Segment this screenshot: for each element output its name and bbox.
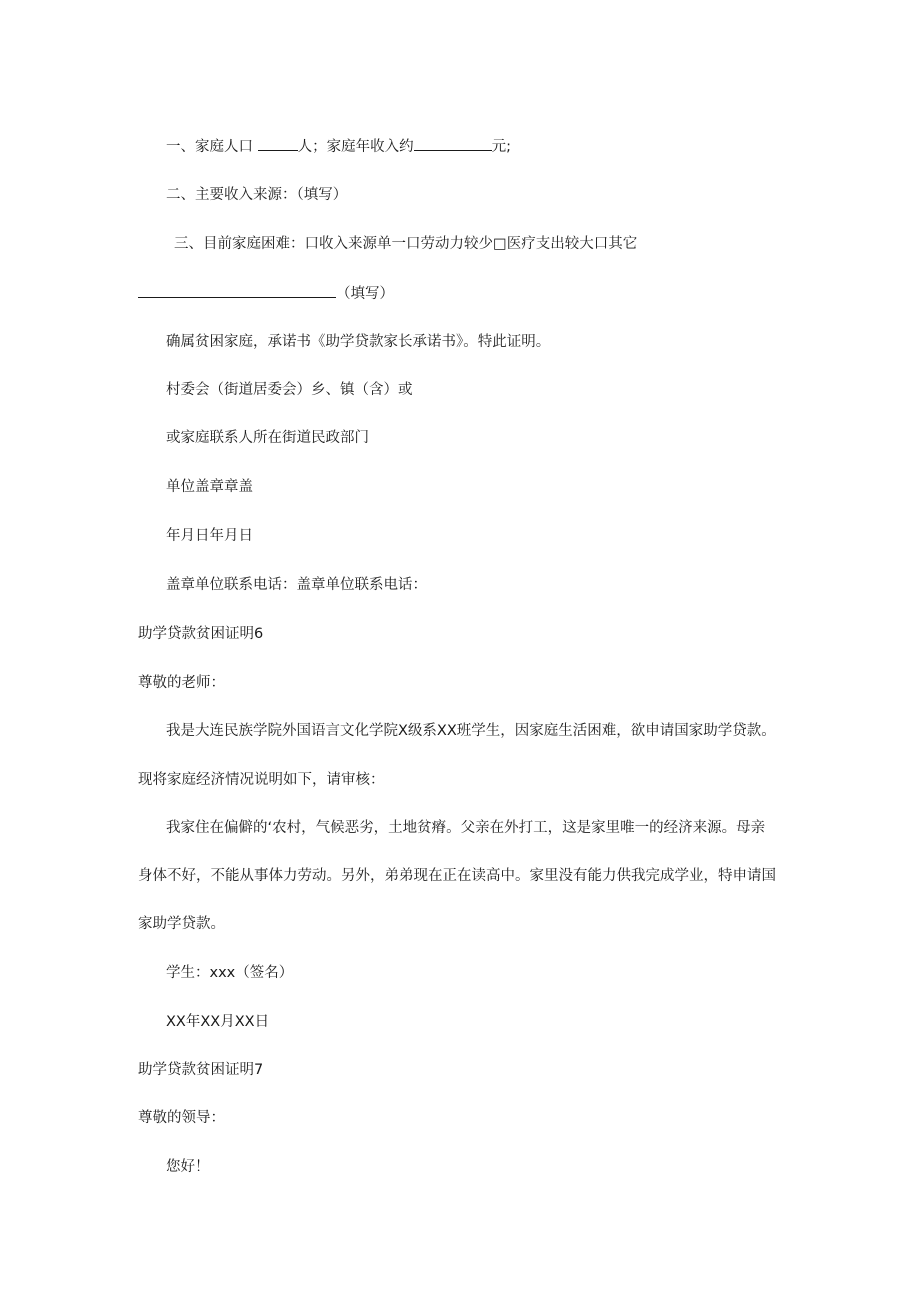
other-fill-label: （填写） [336,286,394,302]
income-blank [414,136,492,151]
difficulty-line: 三、目前家庭困难：口收入来源单一口劳动力较少□医疗支出较大口其它 [174,236,638,252]
contact-phone-line: 盖章单位联系电话：盖章单位联系电话： [166,577,427,593]
household-population-label: 一、家庭人口 [166,139,253,155]
date-line: 年月日年月日 [166,528,253,544]
income-source-line: 二、主要收入来源：（填写） [166,187,348,203]
letter6-paragraph2-line2: 身体不好，不能从事体力劳动。另外，弟弟现在正在读高中。家里没有能力供我完成学业，特申请国 [138,868,776,884]
letter6-paragraph2-line1: 我家住在偏僻的‘农村，气候恶劣，土地贫瘠。父亲在外打工，这是家里唯一的经济来源。母亲 [166,820,766,836]
letter6-paragraph1: 我是大连民族学院外国语言文化学院X级系XX班学生，因家庭生活困难，欲申请国家助学贷款。 [166,723,776,739]
household-income-label: 人；家庭年收入约 [297,139,414,155]
letter7-greeting: 您好！ [166,1159,210,1175]
letter7-salutation: 尊敬的领导： [138,1110,225,1126]
letter6-salutation: 尊敬的老师： [138,675,225,691]
letter6-paragraph2-line3: 家助学贷款。 [138,916,225,932]
letter6-heading: 助学贷款贫困证明6 [138,626,264,642]
population-blank [258,136,298,151]
other-fill-line [138,283,394,304]
letter6-date: XX年XX月XX日 [166,1014,270,1030]
letter6-signature: 学生：xxx（签名） [166,965,294,981]
other-blank [138,283,336,298]
confirmation-line: 确属贫困家庭，承诺书《助学贷款家长承诺书》。特此证明。 [166,334,551,350]
seal-line: 单位盖章章盖 [166,479,253,495]
civil-affairs-line: 或家庭联系人所在街道民政部门 [166,430,369,446]
income-unit: 元; [491,139,511,155]
letter6-paragraph1-cont: 现将家庭经济情况说明如下，请审核： [138,772,385,788]
household-line [166,136,511,157]
village-committee-line: 村委会（街道居委会）乡、镇（含）或 [166,382,413,398]
letter7-heading: 助学贷款贫困证明7 [138,1062,264,1078]
